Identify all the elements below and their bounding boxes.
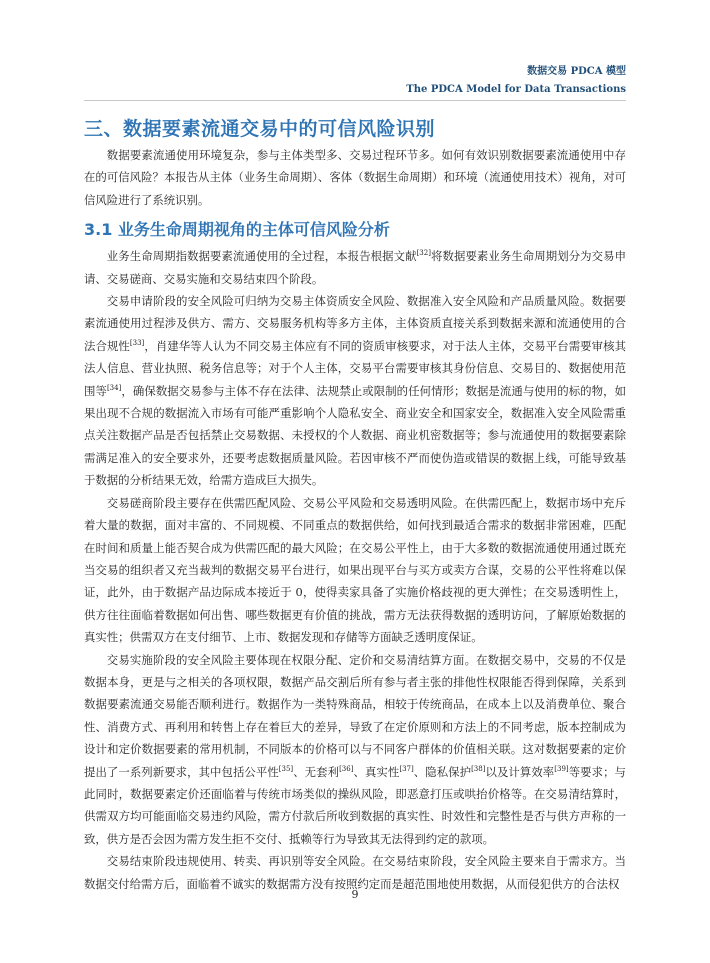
header-divider xyxy=(84,100,626,101)
body-paragraph xyxy=(84,649,626,851)
subsection-paragraphs xyxy=(84,245,626,895)
citation-reference: [37] xyxy=(399,764,414,773)
citation-reference: [34] xyxy=(106,383,122,392)
paragraph-text: 以及计算效率 xyxy=(485,764,555,779)
citation-reference: [32] xyxy=(416,249,431,258)
running-header xyxy=(406,64,626,98)
section-title: 三、数据要素流通交易中的可信风险识别 xyxy=(84,118,436,140)
header-title-en: The PDCA Model for Data Transactions xyxy=(406,84,626,95)
paragraph-text: 业务生命周期指数据要素流通使用的全过程，本报告根据文献 xyxy=(106,249,417,264)
citation-reference: [33] xyxy=(129,339,145,348)
paragraph-text: 、真实性 xyxy=(353,764,400,779)
subsection-title: 3.1 业务生命周期视角的主体可信风险分析 xyxy=(84,220,390,240)
citation-reference: [38] xyxy=(471,764,486,773)
citation-reference: [35] xyxy=(278,764,294,773)
paragraph-text: 交易结束阶段违规使用、转卖、再识别等安全风险。在交易结束阶段，安全风险主要来自于需求方。当数据交付给需方后，面临着不诚实的数据需方没有按照约定而是超范围地使用数据，从而侵犯供方的合法权 xyxy=(84,854,626,891)
page-body xyxy=(84,114,626,895)
body-paragraph xyxy=(84,492,626,649)
paragraph-text: 、无套利 xyxy=(293,764,340,779)
citation-reference: [36] xyxy=(339,764,354,773)
paragraph-text: 、隐私保护 xyxy=(413,764,472,779)
page-number: 9 xyxy=(351,888,359,901)
body-paragraph xyxy=(84,290,626,492)
paragraph-text: 交易实施阶段的安全风险主要体现在权限分配、定价和交易清结算方面。在数据交易中，交易的不仅是数据本身，更是与之相关的各项权限，数据产品交割后所有参与者主张的排他性权限能否得到保障，关系到数据要素流通交易能否顺利进行。数据作为一类特殊商品，相较于传统商品，在成本上以及消费单位、聚合性、消费方式、再利用和转售上存在着巨大的差异，导致了在定价原则和方法上的不同考虑，版本控制成为设计和定价数据要素的常用机制，不同版本的价格可以与不同客户群体的价值相关联。这对数据要素的定价提出了一系列新要求，其中包括公平性 xyxy=(84,652,626,779)
paragraph-text: 将数据要素业务生命周期划分为交易申请、交易磋商、交易实施和交易结束四个阶段。 xyxy=(84,249,626,286)
paragraph-text: ，确保数据交易参与主体不存在法律、法规禁止或限制的任何情形；数据是流通与使用的标的物，如果出现不合规的数据流入市场有可能严重影响个人隐私安全、商业安全和国家安全，数据准入安全风险需重点关注数据产品是否包括禁止交易数据、未授权的个人数据、商业机密数据等；参与流通使用的数据要素除需满足准入的安全要求外，还要考虑数据质量风险。若因审核不严而使伪造或错误的数据上线，可能导致基于数据的分析结果无效，给需方造成巨大损失。 xyxy=(84,383,626,488)
body-paragraph xyxy=(84,245,626,290)
citation-reference: [39] xyxy=(554,764,569,773)
paragraph-text: 交易申请阶段的安全风险可归纳为交易主体资质安全风险、数据准入安全风险和产品质量风险。数据要素流通使用过程涉及供方、需方、交易服务机构等多方主体，主体资质直接关系到数据来源和流通使用的合法合规性 xyxy=(84,294,626,353)
section-intro-paragraph: 数据要素流通使用环境复杂，参与主体类型多、交易过程环节多。如何有效识别数据要素流通使用中存在的可信风险？本报告从主体（业务生命周期）、客体（数据生命周期）和环境（流通使用技术）视角，对可信风险进行了系统识别。 xyxy=(84,148,626,207)
paragraph-text: 等要求；与此同时，数据要素定价还面临着与传统市场类似的操纵风险，即恶意打压或哄抬价格等。在交易清结算时，供需双方均可能面临交易违约风险，需方付款后所收到数据的真实性、时效性和完整性是否与供方声称的一致，供方是否会因为需方发生拒不交付、抵赖等行为导致其无法得到约定的款项。 xyxy=(84,764,626,846)
header-title-cn: 数据交易 PDCA 模型 xyxy=(527,66,626,77)
paragraph-text: ，肖建华等人认为不同交易主体应有不同的资质审核要求，对于法人主体，交易平台需要审核其法人信息、营业执照、税务信息等；对于个人主体，交易平台需要审核其身份信息、交易目的、数据使用范围等 xyxy=(84,338,626,398)
paragraph-text: 交易磋商阶段主要存在供需匹配风险、交易公平风险和交易透明风险。在供需匹配上，数据市场中充斥着大量的数据，面对丰富的、不同规模、不同重点的数据供给，如何找到最适合需求的数据非常困难，匹配在时间和质量上能否契合成为供需匹配的最大风险；在交易公平性上，由于大多数的数据流通使用通过既充当交易的组织者又充当裁判的数据交易平台进行，如果出现平台与买方或卖方合谋，交易的公平性将难以保证，此外，由于数据产品边际成本接近于 0，使得卖家具备了实施价格歧视的更大弹性；在交易透明性上，供方往往面临着数据如何出售、哪些数据更有价值的挑战，需方无法获得数据的透明访问，了解原始数据的真实性；供需双方在支付细节、上市、数据发现和存储等方面缺乏透明度保证。 xyxy=(84,495,626,645)
